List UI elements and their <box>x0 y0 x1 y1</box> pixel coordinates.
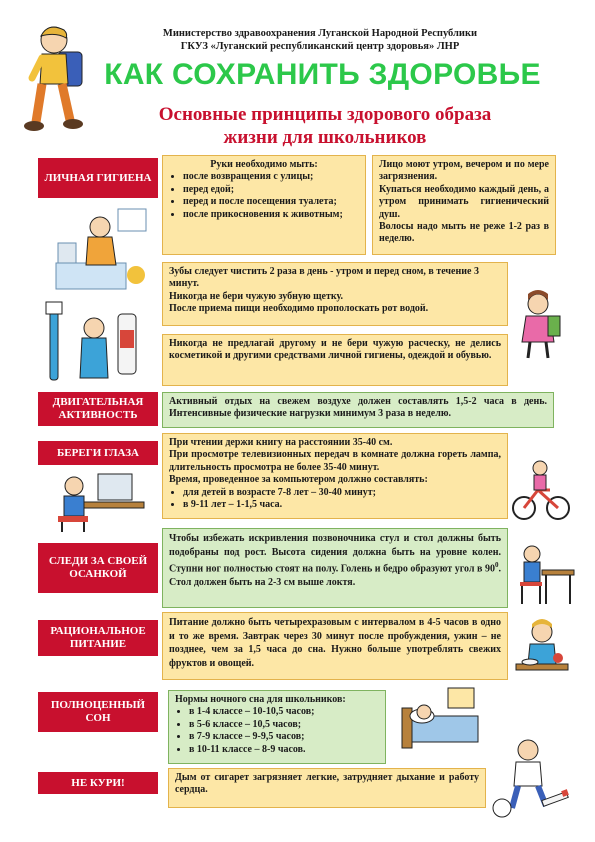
list-item: • в 1-4 классе – 10-10,5 часов; <box>189 706 379 718</box>
list-item: • после прикосновения к животным; <box>183 209 359 221</box>
schoolboy-illustration <box>18 22 96 140</box>
label-eyes: БЕРЕГИ ГЛАЗА <box>38 441 158 465</box>
label-hygiene: ЛИЧНАЯ ГИГИЕНА <box>38 158 158 198</box>
list-item: • перед и после посещения туалета; <box>183 196 359 208</box>
desk-posture-illustration <box>512 540 576 606</box>
posture-text-1: Чтобы избежать искривления позвоночника стул и стол должны быть подобраны под рост. Высота сидения должна быть на уровне колен. Ступни ног полностью стоят на полу. Голень и бедро образуют угол в 90 <box>169 533 501 575</box>
eyes-box <box>162 433 508 519</box>
label-nutrition: РАЦИОНАЛЬНОЕ ПИТАНИЕ <box>38 620 158 656</box>
nutrition-box: Питание должно быть четырехразовым с интервалом в 4-5 часов в одно и то же время. Завтрак через 30 минут после пробуждения, ужин – не позднее, чем за 1,5 часа до сна. Нужно больше употреблять свежих фруктов и овощей. <box>162 612 508 680</box>
subtitle-line-1: Основные принципы здорового образа <box>158 104 492 125</box>
bicycle-girl-illustration <box>512 460 570 522</box>
sleep-title: Нормы ночного сна для школьников: <box>175 694 346 705</box>
eyes-list <box>169 487 501 512</box>
computer-desk-illustration <box>48 468 148 534</box>
list-item: • в 10-11 классе – 8-9 часов. <box>189 744 379 756</box>
hands-list <box>169 171 359 221</box>
toothbrush-illustration <box>38 300 148 385</box>
label-posture: СЛЕДИ ЗА СВОЕЙ ОСАНКОЙ <box>38 543 158 593</box>
label-smoking: НЕ КУРИ! <box>38 772 158 794</box>
subtitle-line-2: жизни для школьников <box>223 127 427 148</box>
posture-text-2: . Стол должен быть на 2-3 см выше локтя. <box>169 563 501 588</box>
football-boy-illustration <box>488 736 572 820</box>
sleep-box <box>168 690 386 764</box>
share-box: Никогда не предлагай другому и не бери чужую расческу, не делись косметикой и другими средствами личной гигиены, одеждой и обувью. <box>162 334 508 386</box>
girl-with-backpack-illustration <box>512 290 564 360</box>
sleep-list <box>175 706 379 756</box>
main-title: КАК СОХРАНИТЬ ЗДОРОВЬЕ <box>104 58 541 91</box>
teeth-line-3: После приема пищи необходимо прополоскать рот водой. <box>169 303 429 315</box>
eating-boy-illustration <box>512 618 572 686</box>
list-item: • для детей в возрасте 7-8 лет – 30-40 минут; <box>183 487 501 499</box>
sleeping-child-illustration <box>398 686 482 752</box>
posture-box <box>162 528 508 608</box>
face-line-1: Лицо моют утром, вечером и по мере загрязнения. <box>379 159 549 183</box>
washing-hands-illustration <box>48 203 158 293</box>
eyes-line-1: При чтении держи книгу на расстоянии 35-40 см. <box>169 437 393 448</box>
list-item: • в 7-9 классе – 9-9,5 часов; <box>189 731 379 743</box>
teeth-box <box>162 262 508 326</box>
list-item: • в 9-11 лет – 1-1,5 часа. <box>183 499 501 511</box>
label-sleep: ПОЛНОЦЕННЫЙ СОН <box>38 692 158 732</box>
eyes-line-3: Время, проведенное за компьютером должно составлять: <box>169 474 428 486</box>
hands-title: Руки необходимо мыть: <box>210 159 318 170</box>
org-line-2: ГКУЗ «Луганский республиканский центр здоровья» ЛНР <box>180 41 460 52</box>
org-header <box>110 27 530 53</box>
list-item: • в 5-6 классе – 10,5 часов; <box>189 719 379 731</box>
list-item: • после возвращения с улицы; <box>183 171 359 183</box>
activity-box: Активный отдых на свежем воздухе должен составлять 1,5-2 часа в день. Интенсивные физические нагрузки минимум 3 раза в неделю. <box>162 392 554 428</box>
face-line-3: Волосы надо мыть не реже 1-2 раз в неделю. <box>379 221 549 245</box>
smoking-box: Дым от сигарет загрязняет легкие, затрудняет дыхание и работу сердца. <box>168 768 486 808</box>
hygiene-hands-box <box>162 155 366 255</box>
posture-degree: 0 <box>495 561 499 569</box>
list-item: • перед едой; <box>183 184 359 196</box>
eyes-line-2: При просмотре телевизионных передач в комнате должна гореть лампа, длительность просмотра не более 35-40 минут. <box>169 449 501 473</box>
org-line-1: Министерство здравоохранения Луганской Народной Республики <box>162 28 478 39</box>
teeth-line-2: Никогда не бери чужую зубную щетку. <box>169 290 343 302</box>
hygiene-face-box <box>372 155 556 255</box>
label-activity: ДВИГАТЕЛЬНАЯ АКТИВНОСТЬ <box>38 392 158 426</box>
subtitle <box>110 103 540 149</box>
teeth-line-1: Зубы следует чистить 2 раза в день - утром и перед сном, в течение 3 минут. <box>169 266 479 290</box>
face-line-2: Купаться необходимо каждый день, а утром принимать гигиенический душ. <box>379 183 549 220</box>
